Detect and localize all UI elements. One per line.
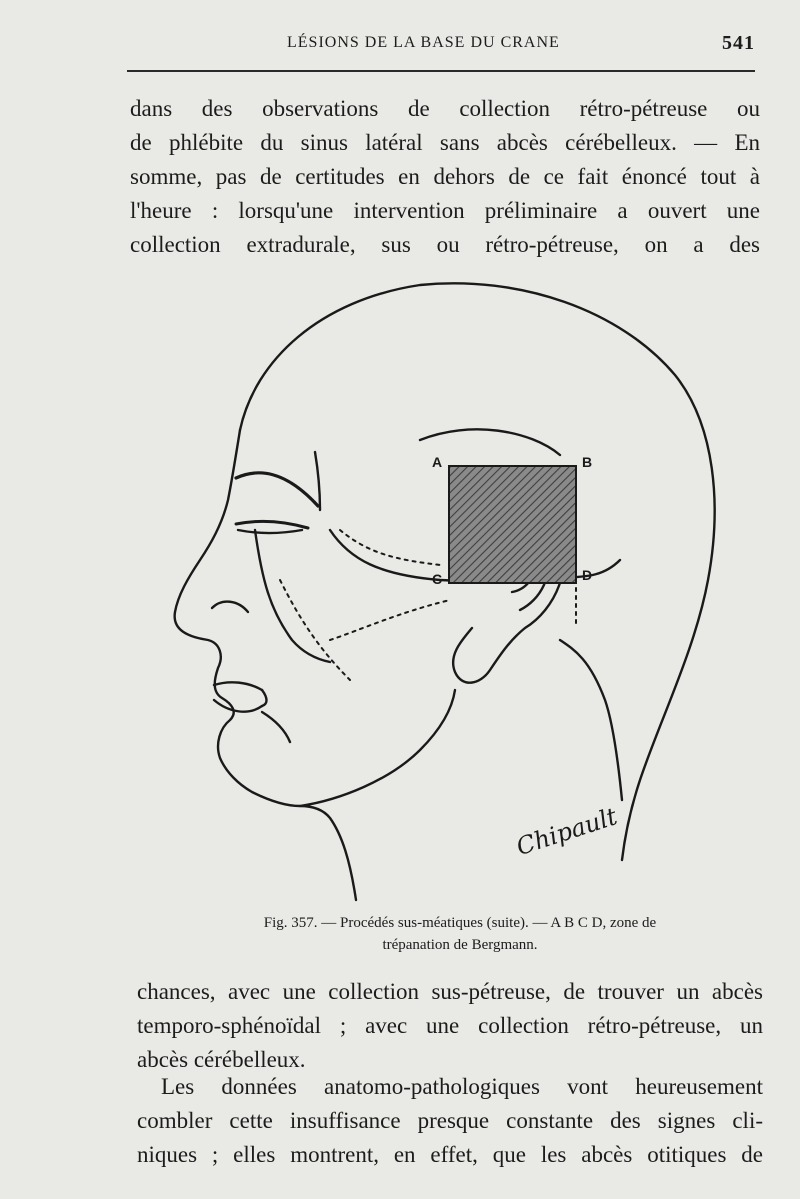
label-d: D bbox=[582, 567, 593, 583]
dotted-zygoma bbox=[340, 530, 440, 565]
dotted-cheek bbox=[280, 580, 350, 680]
header-rule bbox=[127, 70, 755, 72]
text-line: abcès cérébelleux. bbox=[137, 1047, 306, 1072]
face-profile bbox=[175, 430, 356, 900]
lower-lip bbox=[214, 700, 262, 712]
text-line: collection extradurale, sus ou rétro-pétreuse, on a des bbox=[130, 232, 760, 257]
text-line: Les données anatomo-pathologiques vont heureusement bbox=[161, 1074, 763, 1099]
nostril bbox=[212, 602, 248, 612]
page-number: 541 bbox=[722, 32, 755, 54]
label-a: A bbox=[432, 454, 443, 470]
label-c: C bbox=[432, 571, 443, 587]
nasolabial-fold bbox=[255, 530, 330, 662]
text-line: l'heure : lorsqu'une intervention préliminaire a ouvert une bbox=[130, 198, 760, 223]
text-line: somme, pas de certitudes en dehors de ce fait énoncé tout à bbox=[130, 164, 760, 189]
paragraph-mid bbox=[137, 975, 763, 1077]
text-line: temporo-sphénoïdal ; avec une collection rétro-pétreuse, un bbox=[137, 1013, 763, 1038]
label-b: B bbox=[582, 454, 593, 470]
eye bbox=[236, 521, 308, 528]
head-illustration bbox=[160, 270, 760, 910]
text-line: chances, avec une collection sus-pétreuse, de trouver un abcès bbox=[137, 979, 763, 1004]
caption-line-2: trépanation de Bergmann. bbox=[382, 937, 538, 953]
text-line: dans des observations de collection rétro-pétreuse ou bbox=[130, 96, 760, 121]
chin-fold bbox=[262, 712, 290, 742]
mouth-corner bbox=[262, 690, 267, 706]
eyebrow bbox=[236, 473, 318, 506]
running-title: LÉSIONS DE LA BASE DU CRANE bbox=[287, 34, 560, 51]
paragraph-bottom bbox=[137, 1070, 763, 1172]
artist-signature: Chipault bbox=[513, 802, 621, 862]
dotted-jaw bbox=[330, 600, 450, 640]
eye-lower bbox=[238, 530, 302, 533]
text-line: combler cette insuffisance presque constante des signes cli- bbox=[137, 1108, 763, 1133]
neck-back bbox=[560, 640, 622, 800]
trepanation-zone bbox=[449, 466, 576, 583]
jaw-line bbox=[300, 690, 455, 806]
paragraph-top bbox=[130, 92, 760, 262]
running-header bbox=[127, 30, 755, 56]
upper-lip bbox=[214, 682, 262, 690]
text-line: niques ; elles montrent, en effet, que les abcès otitiques de bbox=[137, 1142, 763, 1167]
caption-line-1: Fig. 357. — Procédés sus-méatiques (suite). — A B C D, zone de bbox=[263, 915, 657, 931]
hairline bbox=[420, 429, 560, 455]
figure-caption bbox=[190, 912, 730, 956]
text-line: de phlébite du sinus latéral sans abcès cérébelleux. — En bbox=[130, 130, 760, 155]
